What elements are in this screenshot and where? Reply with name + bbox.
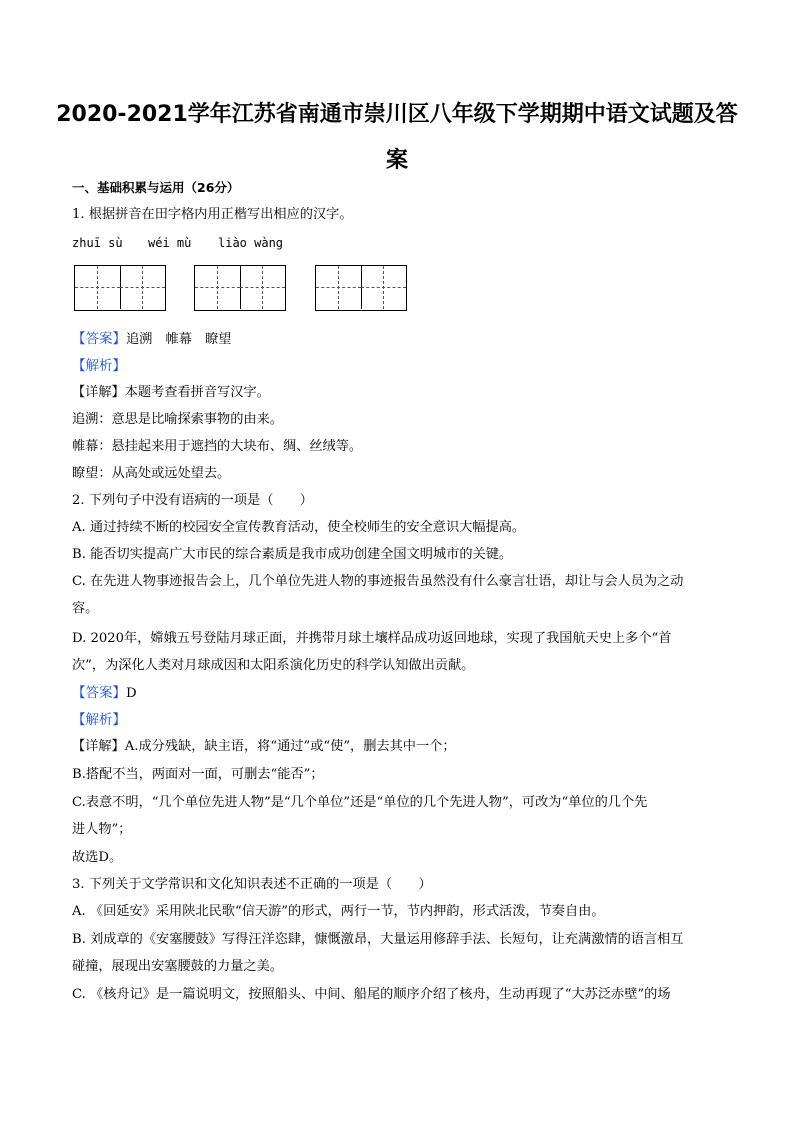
- detail-line: B.搭配不当，两面对一面，可删去“能否”；: [72, 767, 324, 782]
- option-line: A. 通过持续不断的校园安全宣传教育活动，使全校师生的安全意识大幅提高。: [72, 520, 526, 535]
- detail-tag: 【详解】: [72, 385, 125, 400]
- option-line: C. 《核舟记》是一篇说明文，按照船头、中间、船尾的顺序介绍了核舟，生动再现了“大苏泛赤壁”的场: [72, 987, 671, 1002]
- detail-line: 进人物”；: [72, 822, 132, 837]
- option-line: 次”，为深化人类对月球成因和太阳系演化历史的科学认知做出贡献。: [72, 658, 475, 673]
- question-2-stem: 2. 下列句子中没有语病的一项是（ ）: [72, 493, 313, 508]
- option-line: 容。: [72, 601, 99, 616]
- answer-2: [72, 683, 724, 704]
- option-line: B. 刘成章的《安塞腰鼓》写得汪洋恣肆，慷慨激昂，大量运用修辞手法、长短句，让充满激情的语言相互: [72, 932, 684, 947]
- pinyin-1: zhuī sù: [72, 236, 123, 250]
- pinyin-2: wéi mù: [148, 236, 192, 250]
- option-line: D. 2020年，嫦娥五号登陆月球正面，并携带月球土壤样品成功返回地球，实现了我国航天史上多个“首: [72, 631, 672, 646]
- option-line: 碰撞，展现出安塞腰鼓的力量之美。: [72, 959, 283, 974]
- answer-tag: 【答案】: [72, 331, 126, 347]
- detail-tag: 【详解】: [72, 739, 125, 754]
- detail-text: A.成分残缺，缺主语，将“通过”或“使”，删去其中一个；: [124, 739, 456, 754]
- detail-line: C.表意不明，“几个单位先进人物”是“几个单位”还是“单位的几个先进人物”，可改为“单位的几个先: [72, 795, 648, 810]
- detail-1: [72, 383, 724, 403]
- analysis-tag: 【解析】: [72, 358, 126, 374]
- answer-tag: 【答案】: [72, 685, 126, 701]
- title-line-1: 2020-2021学年江苏省南通市崇川区八年级下学期期中语文试题及答: [56, 102, 738, 127]
- section-heading: 一、基础积累与运用（26分）: [72, 180, 240, 195]
- answer-text: D: [126, 686, 137, 701]
- answer-1: [72, 329, 724, 350]
- tianzige-box-1: [74, 265, 166, 311]
- detail-text: 本题考查看拼音写汉字。: [124, 385, 270, 400]
- question-1-stem: 1. 根据拼音在田字格内用正楷写出相应的汉字。: [72, 207, 353, 222]
- detail-line: 故选D。: [72, 850, 123, 865]
- analysis-tag: 【解析】: [72, 712, 126, 728]
- analysis-2: [72, 710, 724, 731]
- tianzige-box-3: [315, 265, 407, 311]
- option-line: C. 在先进人物事迹报告会上，几个单位先进人物的事迹报告虽然没有什么豪言壮语，却让与会人员为之动: [72, 574, 684, 589]
- tianzige-box-2: [194, 265, 286, 311]
- document-title: [0, 92, 794, 184]
- detail-2: [72, 737, 724, 757]
- title-line-2: 案: [385, 148, 408, 173]
- answer-text: 追溯 帷幕 瞭望: [126, 332, 232, 347]
- pinyin-3: liào wàng: [218, 236, 284, 250]
- option-line: A. 《回延安》采用陕北民歌“信天游”的形式，两行一节，节内押韵，形式活泼，节奏自由。: [72, 904, 605, 919]
- detail-line: 帷幕：悬挂起来用于遮挡的大块布、绸、丝绒等。: [72, 439, 363, 454]
- analysis-1: [72, 356, 724, 377]
- detail-line: 追溯：意思是比喻探索事物的由来。: [72, 412, 283, 427]
- option-line: B. 能否切实提高广大市民的综合素质是我市成功创建全国文明城市的关键。: [72, 547, 513, 562]
- question-3-stem: 3. 下列关于文学常识和文化知识表述不正确的一项是（ ）: [72, 877, 432, 892]
- detail-line: 瞭望：从高处或远处望去。: [72, 466, 231, 481]
